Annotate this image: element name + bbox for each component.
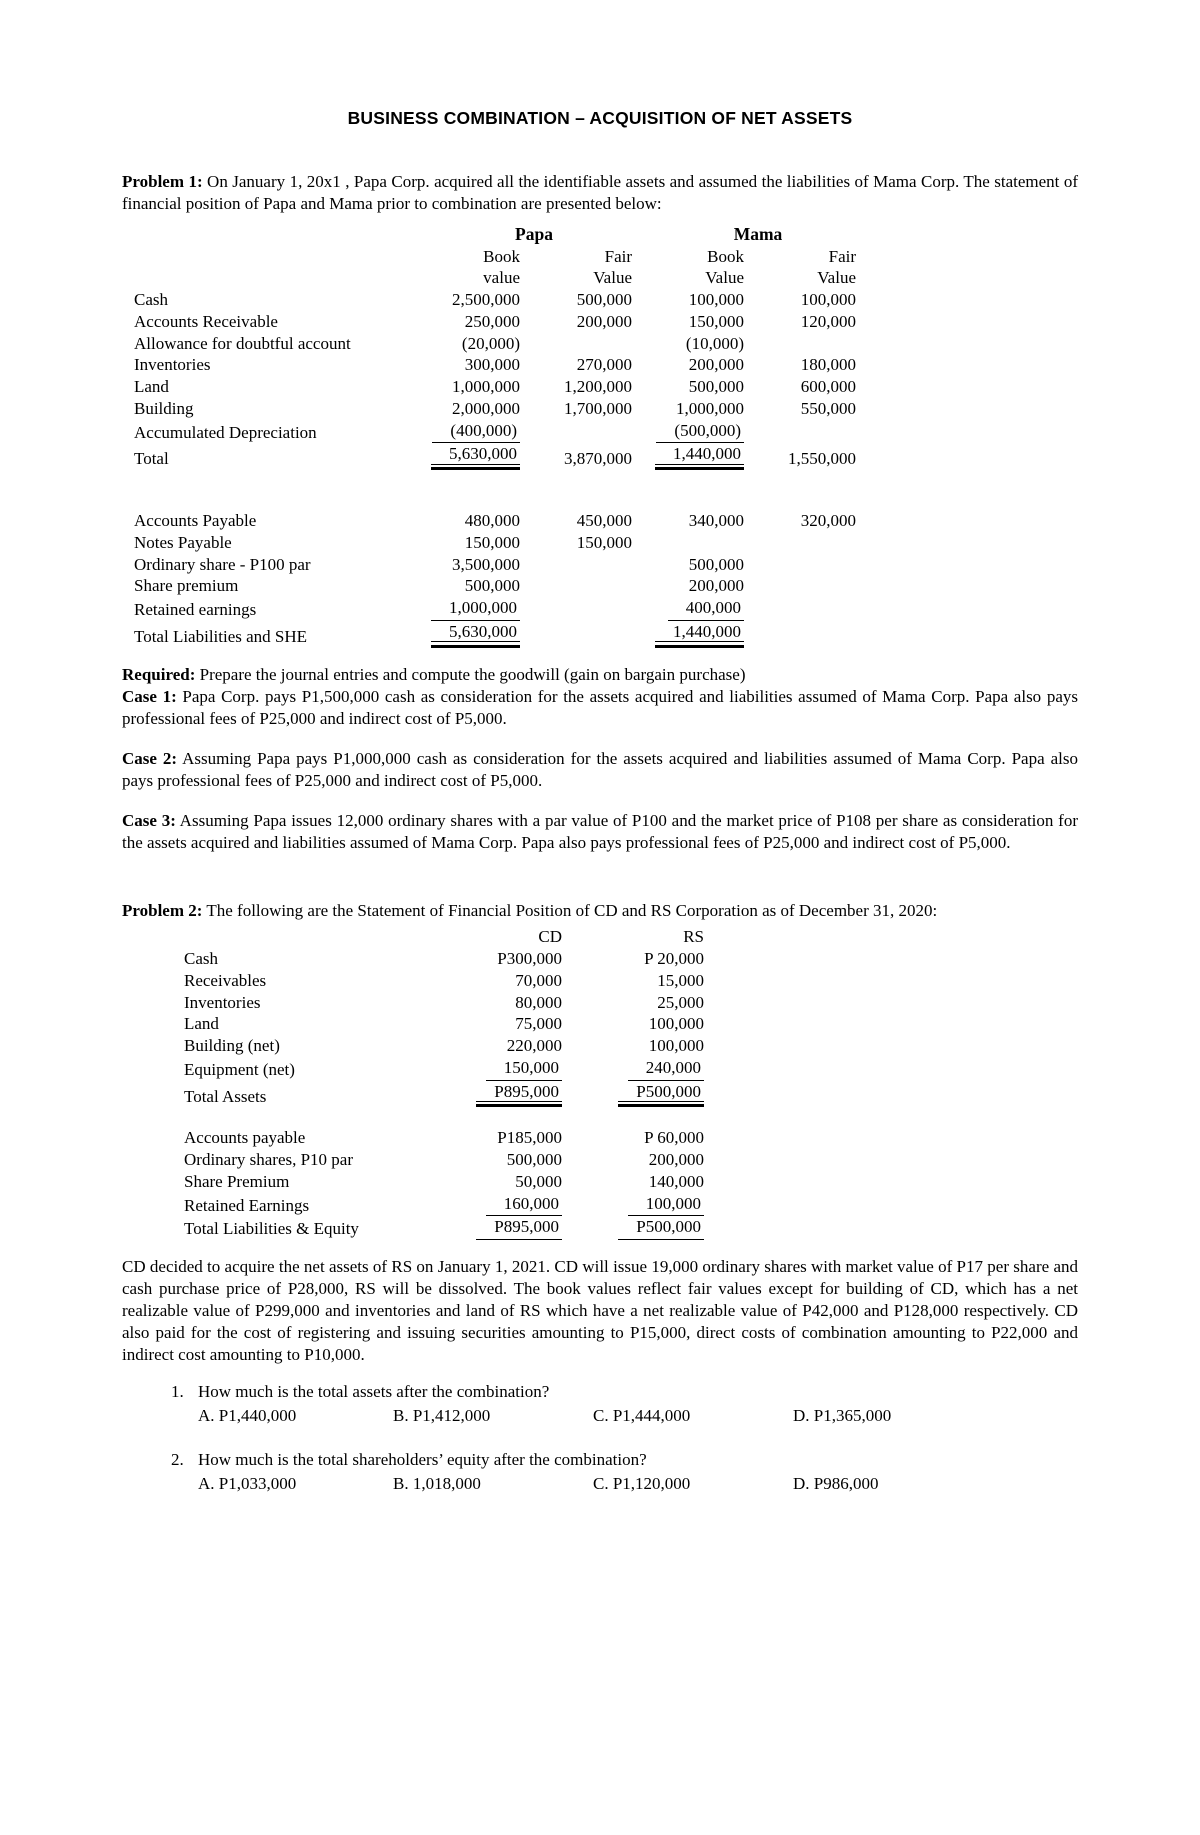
cell-mama-fair — [758, 420, 870, 444]
cell-mama-book: 500,000 — [688, 554, 744, 574]
cell-mama-book: 1,440,000 — [646, 621, 758, 648]
table-row — [122, 1013, 1078, 1035]
col-header-mama-book-2: Value — [705, 268, 744, 288]
table-row — [122, 970, 1078, 992]
table-row-col-headers — [122, 926, 1078, 948]
question-item — [188, 1449, 1078, 1495]
table-row — [122, 554, 1078, 576]
table-row — [122, 992, 1078, 1014]
table-spacer-row-2 — [122, 490, 1078, 510]
table-row — [122, 398, 1078, 420]
cell-cd: P895,000 — [422, 1081, 572, 1108]
table-row — [122, 1149, 1078, 1171]
spacer — [122, 854, 1078, 900]
table-row-total — [122, 1216, 1078, 1240]
question-text: 2. How much is the total shareholders’ equity after the combination? — [198, 1449, 647, 1469]
case2-paragraph — [122, 748, 1078, 792]
cell-papa-fair: 150,000 — [576, 532, 632, 552]
group-header-mama: Mama — [733, 224, 783, 245]
cell-rs: 200,000 — [648, 1150, 704, 1170]
row-label: Accounts payable — [184, 1128, 306, 1148]
col-header-cd: CD — [538, 927, 562, 947]
cell-mama-book: 340,000 — [688, 511, 744, 531]
table-row — [122, 354, 1078, 376]
row-label: Allowance for doubtful account — [134, 333, 351, 353]
cell-rs: 100,000 — [648, 1014, 704, 1034]
row-label: Total Assets — [184, 1086, 267, 1106]
col-header-mama-fair-2: Value — [817, 268, 856, 288]
cell-rs: 100,000 — [648, 1036, 704, 1056]
cell-papa-fair — [534, 420, 646, 444]
cell-mama-book: (10,000) — [685, 333, 744, 353]
table-spacer-row — [122, 470, 1078, 490]
problem2-intro-text: The following are the Statement of Financial Position of CD and RS Corporation as of December 31, 2020: — [202, 901, 938, 921]
row-label: Share Premium — [184, 1171, 290, 1191]
cell-papa-fair: 500,000 — [576, 290, 632, 310]
row-label: Accounts Receivable — [134, 311, 278, 331]
cell-papa-fair: 200,000 — [576, 311, 632, 331]
cell-mama-fair: 320,000 — [800, 511, 856, 531]
question-list — [122, 1381, 1078, 1495]
table-row-col-headers-1 — [122, 246, 1078, 268]
row-label: Total Liabilities & Equity — [184, 1219, 359, 1239]
cell-mama-fair: 100,000 — [800, 290, 856, 310]
required-text: Prepare the journal entries and compute the goodwill (gain on bargain purchase) — [195, 664, 746, 684]
cell-mama-book: (500,000) — [646, 420, 758, 444]
cell-mama-fair: 120,000 — [800, 311, 856, 331]
row-label: Inventories — [184, 992, 261, 1012]
case3-paragraph — [122, 810, 1078, 854]
cell-mama-fair — [758, 333, 870, 355]
cell-rs: P 20,000 — [644, 949, 704, 969]
table-row — [122, 1057, 1078, 1081]
cell-rs: P 60,000 — [644, 1128, 704, 1148]
choice-row — [198, 1405, 1078, 1427]
table-row — [122, 1035, 1078, 1057]
row-label: Cash — [134, 290, 168, 310]
table-row-total — [122, 621, 1078, 648]
table-row — [122, 333, 1078, 355]
cell-rs: P500,000 — [572, 1081, 722, 1108]
cell-papa-fair: 270,000 — [576, 355, 632, 375]
cell-mama-book: 1,440,000 — [646, 443, 758, 470]
row-label: Total — [134, 449, 169, 469]
col-header-papa-book-2: value — [483, 268, 520, 288]
problem2-narrative: CD decided to acquire the net assets of RS on January 1, 2021. CD will issue 19,000 ordinary shares with market value of P17 per share and cash purchase price of P28,000, RS will be dissolved. The book values reflect fair values except for building of CD, which has a net realizable value of P299,000 and inventories and land of RS which have a net realizable value of P42,000 and P128,000 respectively. CD also paid for the cost of registering and issuing securities amounting to P15,000, direct costs of combination amounting to P22,000 and indirect cost amounting to P10,000. — [122, 1257, 1078, 1365]
cell-mama-fair: 1,550,000 — [788, 449, 856, 469]
cell-mama-fair — [758, 621, 870, 648]
cell-cd: 160,000 — [422, 1193, 572, 1217]
choice-a[interactable]: A. P1,033,000 — [198, 1473, 297, 1493]
cell-papa-book: 1,000,000 — [422, 597, 534, 621]
table-spacer-row — [122, 1107, 1078, 1127]
table-row — [122, 597, 1078, 621]
cell-cd: P185,000 — [497, 1128, 562, 1148]
choice-c[interactable]: C. P1,120,000 — [593, 1473, 691, 1493]
cell-cd: P895,000 — [422, 1216, 572, 1240]
choice-b[interactable]: B. P1,412,000 — [393, 1405, 491, 1425]
table-row — [122, 289, 1078, 311]
cell-papa-book: 150,000 — [464, 532, 520, 552]
case3-text: Assuming Papa issues 12,000 ordinary shares with a par value of P100 and the market price of P108 per share as consideration for the assets acquired and liabilities assumed of Mama Corp. Papa also pays professional fees of P25,000 and indirect cost of P5,000. — [122, 811, 1078, 853]
cell-mama-book: 200,000 — [688, 355, 744, 375]
cell-mama-book: 400,000 — [646, 597, 758, 621]
cell-cd: 70,000 — [515, 970, 562, 990]
cell-rs: 100,000 — [572, 1193, 722, 1217]
cell-mama-fair: 600,000 — [800, 377, 856, 397]
problem1-label: Problem 1: — [122, 172, 203, 191]
row-label: Land — [134, 377, 169, 397]
table-row-group-headers — [122, 223, 1078, 245]
table-row-col-headers-2 — [122, 267, 1078, 289]
cell-cd: 75,000 — [515, 1014, 562, 1034]
question-text: 1. How much is the total assets after the combination? — [198, 1381, 550, 1401]
col-header-rs: RS — [683, 927, 704, 947]
col-header-papa-book-1: Book — [483, 246, 520, 266]
cell-mama-book: 100,000 — [688, 290, 744, 310]
problem2-intro — [122, 900, 1078, 922]
row-label: Ordinary shares, P10 par — [184, 1150, 354, 1170]
cell-rs: 25,000 — [657, 992, 704, 1012]
cell-rs: P500,000 — [572, 1216, 722, 1240]
col-header-mama-fair-1: Fair — [828, 246, 856, 266]
row-label: Notes Payable — [134, 532, 232, 552]
case2-text: Assuming Papa pays P1,000,000 cash as consideration for the assets acquired and liabilities assumed of Mama Corp. Papa also pays professional fees of P25,000 and indirect cost of P5,000. — [122, 748, 1078, 790]
cell-papa-fair: 1,700,000 — [564, 398, 632, 418]
row-label: Retained Earnings — [184, 1195, 310, 1215]
row-label: Retained earnings — [134, 600, 257, 620]
row-label: Accumulated Depreciation — [134, 422, 317, 442]
table-row — [122, 1193, 1078, 1217]
row-label: Building — [134, 398, 194, 418]
row-label: Receivables — [184, 970, 267, 990]
col-header-mama-book-1: Book — [707, 246, 744, 266]
cell-papa-book: 480,000 — [464, 511, 520, 531]
required-line — [122, 664, 1078, 686]
table-row — [122, 311, 1078, 333]
case1-paragraph — [122, 686, 1078, 730]
row-label: Equipment (net) — [184, 1059, 295, 1079]
choice-row — [198, 1473, 1078, 1495]
table-row — [122, 376, 1078, 398]
cell-mama-book — [646, 532, 758, 554]
row-label: Inventories — [134, 355, 211, 375]
cell-rs: 240,000 — [572, 1057, 722, 1081]
cell-rs: 140,000 — [648, 1171, 704, 1191]
cell-cd: 150,000 — [422, 1057, 572, 1081]
spacer — [122, 648, 1078, 664]
row-label: Total Liabilities and SHE — [134, 626, 308, 646]
col-header-papa-fair-2: Value — [593, 268, 632, 288]
problem1-table — [122, 223, 1078, 647]
choice-b[interactable]: B. 1,018,000 — [393, 1473, 481, 1493]
question-item — [188, 1381, 1078, 1427]
cell-papa-fair — [534, 333, 646, 355]
choice-d[interactable]: D. P1,365,000 — [793, 1405, 892, 1425]
cell-cd: 500,000 — [506, 1150, 562, 1170]
cell-papa-book: 3,500,000 — [452, 554, 520, 574]
cell-cd: 50,000 — [515, 1171, 562, 1191]
cell-papa-fair — [534, 554, 646, 576]
cell-papa-book: 300,000 — [464, 355, 520, 375]
problem1-intro — [122, 171, 1078, 215]
required-label: Required: — [122, 664, 196, 684]
table-row — [122, 575, 1078, 597]
problem2-table — [122, 926, 1078, 1240]
problem2-label: Problem 2: — [122, 901, 203, 921]
cell-mama-fair: 550,000 — [800, 398, 856, 418]
case3-label: Case 3: — [122, 811, 176, 831]
cell-papa-fair — [534, 575, 646, 597]
choice-d[interactable]: D. P986,000 — [793, 1473, 879, 1493]
case1-text: Papa Corp. pays P1,500,000 cash as consideration for the assets acquired and liabilities assumed of Mama Corp. Papa also pays professional fees of P25,000 and indirect cost of P5,000. — [122, 686, 1078, 728]
row-label: Ordinary share - P100 par — [134, 554, 311, 574]
cell-papa-book: (400,000) — [422, 420, 534, 444]
cell-papa-book: 2,000,000 — [452, 398, 520, 418]
row-label: Share premium — [134, 576, 239, 596]
problem1-intro-text: On January 1, 20x1 , Papa Corp. acquired all the identifiable assets and assumed the liabilities of Mama Corp. The statement of financial position of Papa and Mama prior to combination are presented below: — [122, 172, 1078, 214]
cell-mama-book: 500,000 — [688, 377, 744, 397]
table-row-total — [122, 443, 1078, 470]
col-header-papa-fair-1: Fair — [604, 246, 632, 266]
cell-papa-fair: 3,870,000 — [564, 449, 632, 469]
page-title: BUSINESS COMBINATION – ACQUISITION OF NET ASSETS — [347, 108, 853, 128]
cell-mama-book: 150,000 — [688, 311, 744, 331]
table-row — [122, 510, 1078, 532]
cell-mama-fair — [758, 532, 870, 554]
cell-papa-fair — [534, 621, 646, 648]
table-row — [122, 532, 1078, 554]
group-header-papa: Papa — [515, 224, 553, 245]
cell-rs: 15,000 — [657, 970, 704, 990]
cell-mama-book: 1,000,000 — [676, 398, 744, 418]
case1-label: Case 1: — [122, 686, 177, 706]
cell-mama-fair: 180,000 — [800, 355, 856, 375]
cell-papa-book: 2,500,000 — [452, 290, 520, 310]
table-row-total — [122, 1081, 1078, 1108]
cell-mama-fair — [758, 575, 870, 597]
cell-papa-book: 5,630,000 — [422, 443, 534, 470]
cell-mama-fair — [758, 554, 870, 576]
cell-papa-book: 500,000 — [464, 576, 520, 596]
cell-papa-fair: 450,000 — [576, 511, 632, 531]
cell-papa-book: (20,000) — [461, 333, 520, 353]
table-row — [122, 1171, 1078, 1193]
cell-mama-fair — [758, 597, 870, 621]
row-label: Accounts Payable — [134, 511, 257, 531]
row-label: Building (net) — [184, 1036, 280, 1056]
spacer — [122, 1240, 1078, 1256]
cell-cd: 220,000 — [506, 1036, 562, 1056]
cell-papa-fair — [534, 597, 646, 621]
choice-c[interactable]: C. P1,444,000 — [593, 1405, 691, 1425]
choice-a[interactable]: A. P1,440,000 — [198, 1405, 297, 1425]
case2-label: Case 2: — [122, 748, 178, 768]
cell-cd: P300,000 — [497, 949, 562, 969]
cell-papa-book: 1,000,000 — [452, 377, 520, 397]
row-label: Cash — [184, 949, 218, 969]
row-label: Land — [184, 1014, 219, 1034]
cell-papa-fair: 1,200,000 — [564, 377, 632, 397]
table-row — [122, 420, 1078, 444]
cell-papa-book: 250,000 — [464, 311, 520, 331]
table-row — [122, 1127, 1078, 1149]
cell-cd: 80,000 — [515, 992, 562, 1012]
table-row — [122, 948, 1078, 970]
cell-mama-book: 200,000 — [688, 576, 744, 596]
cell-papa-book: 5,630,000 — [422, 621, 534, 648]
